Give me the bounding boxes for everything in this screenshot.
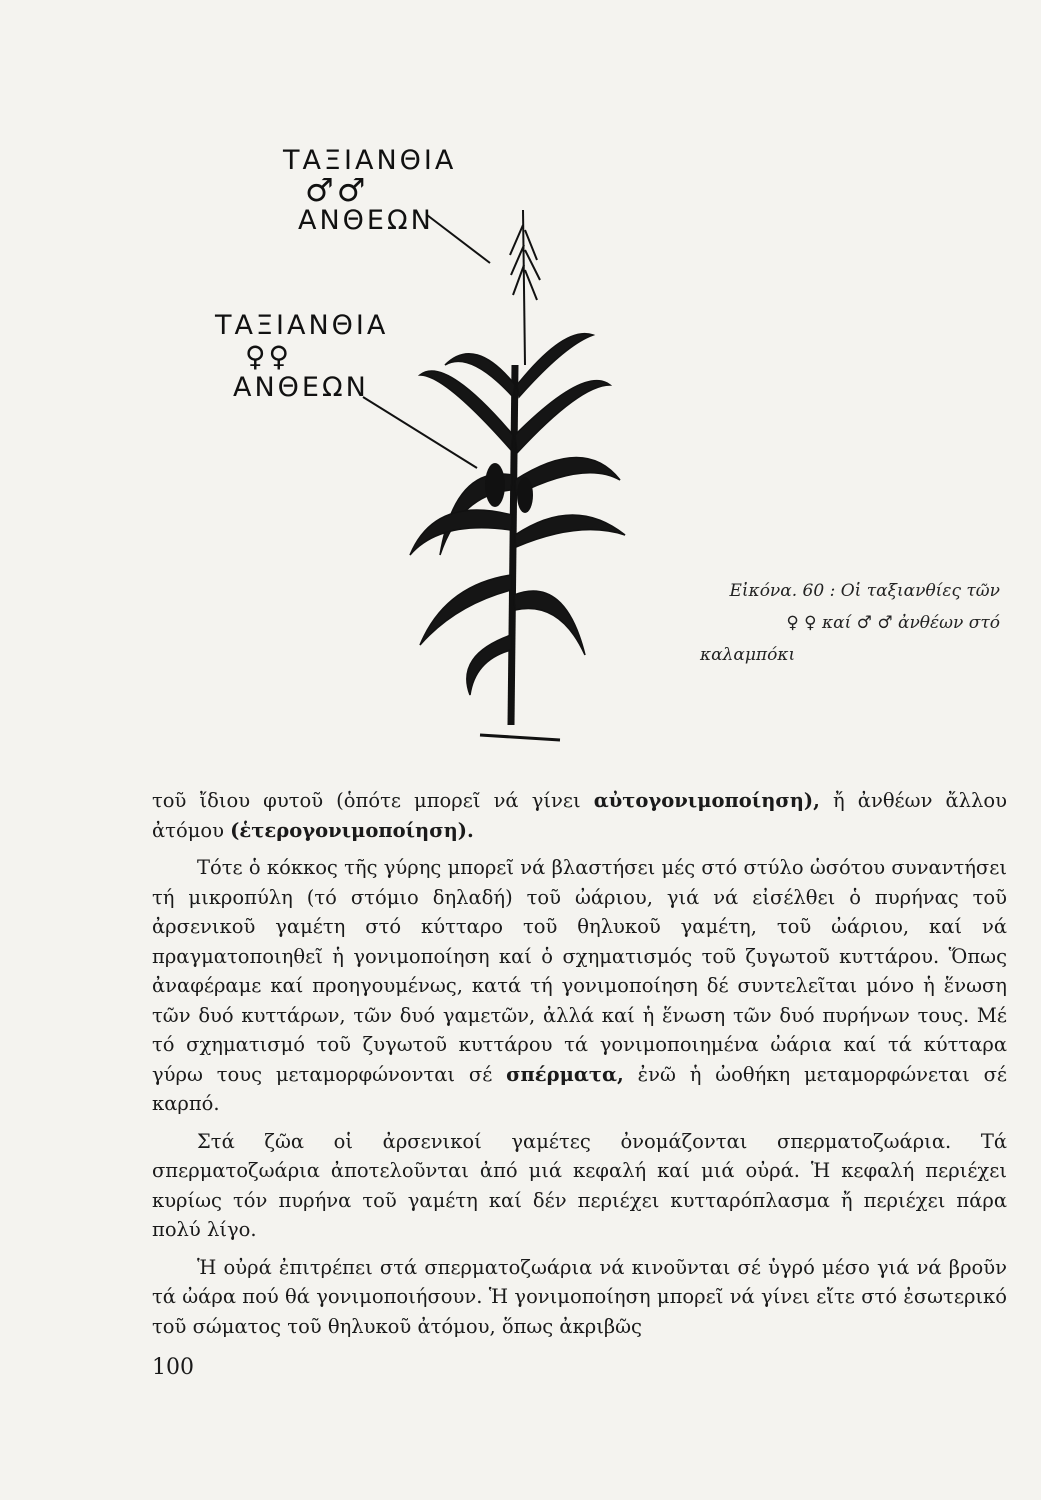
- male-label-line2: ΑΝΘΕΩΝ: [298, 205, 434, 236]
- p2-bold-spermata: σπέρματα,: [506, 1062, 624, 1086]
- caption-line2: ♀ ♀ καί ♂ ♂ ἀνθέων στό: [786, 613, 1000, 633]
- p1-bold-eterogonimopoiisi: (ἑτερογονιμοποίηση).: [230, 818, 474, 842]
- paragraph-1: [152, 786, 1007, 845]
- male-label-line1: ΤΑΞΙΑΝΘΙΑ: [283, 145, 457, 176]
- body-text: [152, 786, 1007, 1341]
- figure-corn-plant: [215, 135, 655, 755]
- male-symbols: ♂♂: [305, 171, 369, 209]
- page-number: 100: [152, 1355, 194, 1380]
- p2-text-a: Τότε ὁ κόκκος τῆς γύρης μπορεῖ νά βλαστήσει μές στό στύλο ὡσότου συναντήσει τή μικροπύλη (τό στόμιο δηλαδή) τοῦ ὠάριου, γιά νά εἰσέλθει ὁ πυρήνας τοῦ ἀρσενικοῦ γαμέτη στό κύτταρο τοῦ θηλυκοῦ γαμέτη, τοῦ ὠάριου, καί νά πραγματοποιηθεῖ ἡ γονιμοποίηση καί ὁ σχηματισμός τοῦ ζυγωτοῦ κυττάρου. Ὅπως ἀναφέραμε καί προηγουμένως, κατά τή γονιμοποίηση δέ συντελεῖται μόνο ἡ ἕνωση τῶν δυό κυττάρων, τῶν δυό γαμετῶν, ἀλλά καί ἡ ἕνωση τῶν δυό πυρήνων τους. Μέ τό σχηματισμό τοῦ ζυγωτοῦ κυττάρου τά γονιμοποιημένα ὠάρια καί τά κύτταρα γύρω τους μεταμορφώνονται σέ: [152, 856, 1007, 1086]
- p1-text-a: τοῦ ἴδιου φυτοῦ (ὁπότε μπορεῖ νά γίνει: [152, 789, 594, 812]
- caption-line3: καλαμπόκι: [700, 645, 796, 665]
- figure-caption: [700, 575, 1000, 671]
- paragraph-3: Στά ζῶα οἱ ἀρσενικοί γαμέτες ὀνομάζονται σπερματοζωάρια. Τά σπερματοζωάρια ἀποτελοῦνται ἀπό μιά κεφαλή καί μιά οὐρά. Ἡ κεφαλή περιέχει κυρίως τόν πυρήνα τοῦ γαμέτη καί δέν περιέχει κυτταρόπλασμα ἤ περιέχει πάρα πολύ λίγο.: [152, 1129, 1007, 1241]
- female-label-line1: ΤΑΞΙΑΝΘΙΑ: [215, 310, 389, 341]
- corn-plant-illustration: [215, 135, 655, 755]
- p1-bold-autogonimopoiisi: αὐτογονιμοποίηση),: [593, 789, 820, 812]
- female-symbols: ♀♀: [245, 340, 293, 373]
- caption-line1: Εἰκόνα. 60 : Οἱ ταξιανθίες τῶν: [729, 581, 1000, 601]
- female-label-line2: ΑΝΘΕΩΝ: [233, 372, 369, 403]
- p2-text-c: ἐνῶ ἡ ὠοθήκη μεταμορφώνεται σέ καρπό.: [152, 1062, 1007, 1115]
- p1-text-c: ἤ ἀνθέων ἄλλου ἀτόμου: [152, 789, 1007, 842]
- paragraph-2: [152, 853, 1007, 1119]
- paragraph-4: Ἡ οὐρά ἐπιτρέπει στά σπερματοζωάρια νά κινοῦνται σέ ὑγρό μέσο γιά νά βροῦν τά ὠάρα πού θά γονιμοποιήσουν. Ἡ γονιμοποίηση μπορεῖ νά γίνει εἴτε στό ἐσωτερικό τοῦ σώματος τοῦ θηλυκοῦ ἀτόμου, ὅπως ἀκριβῶς: [152, 1255, 1007, 1338]
